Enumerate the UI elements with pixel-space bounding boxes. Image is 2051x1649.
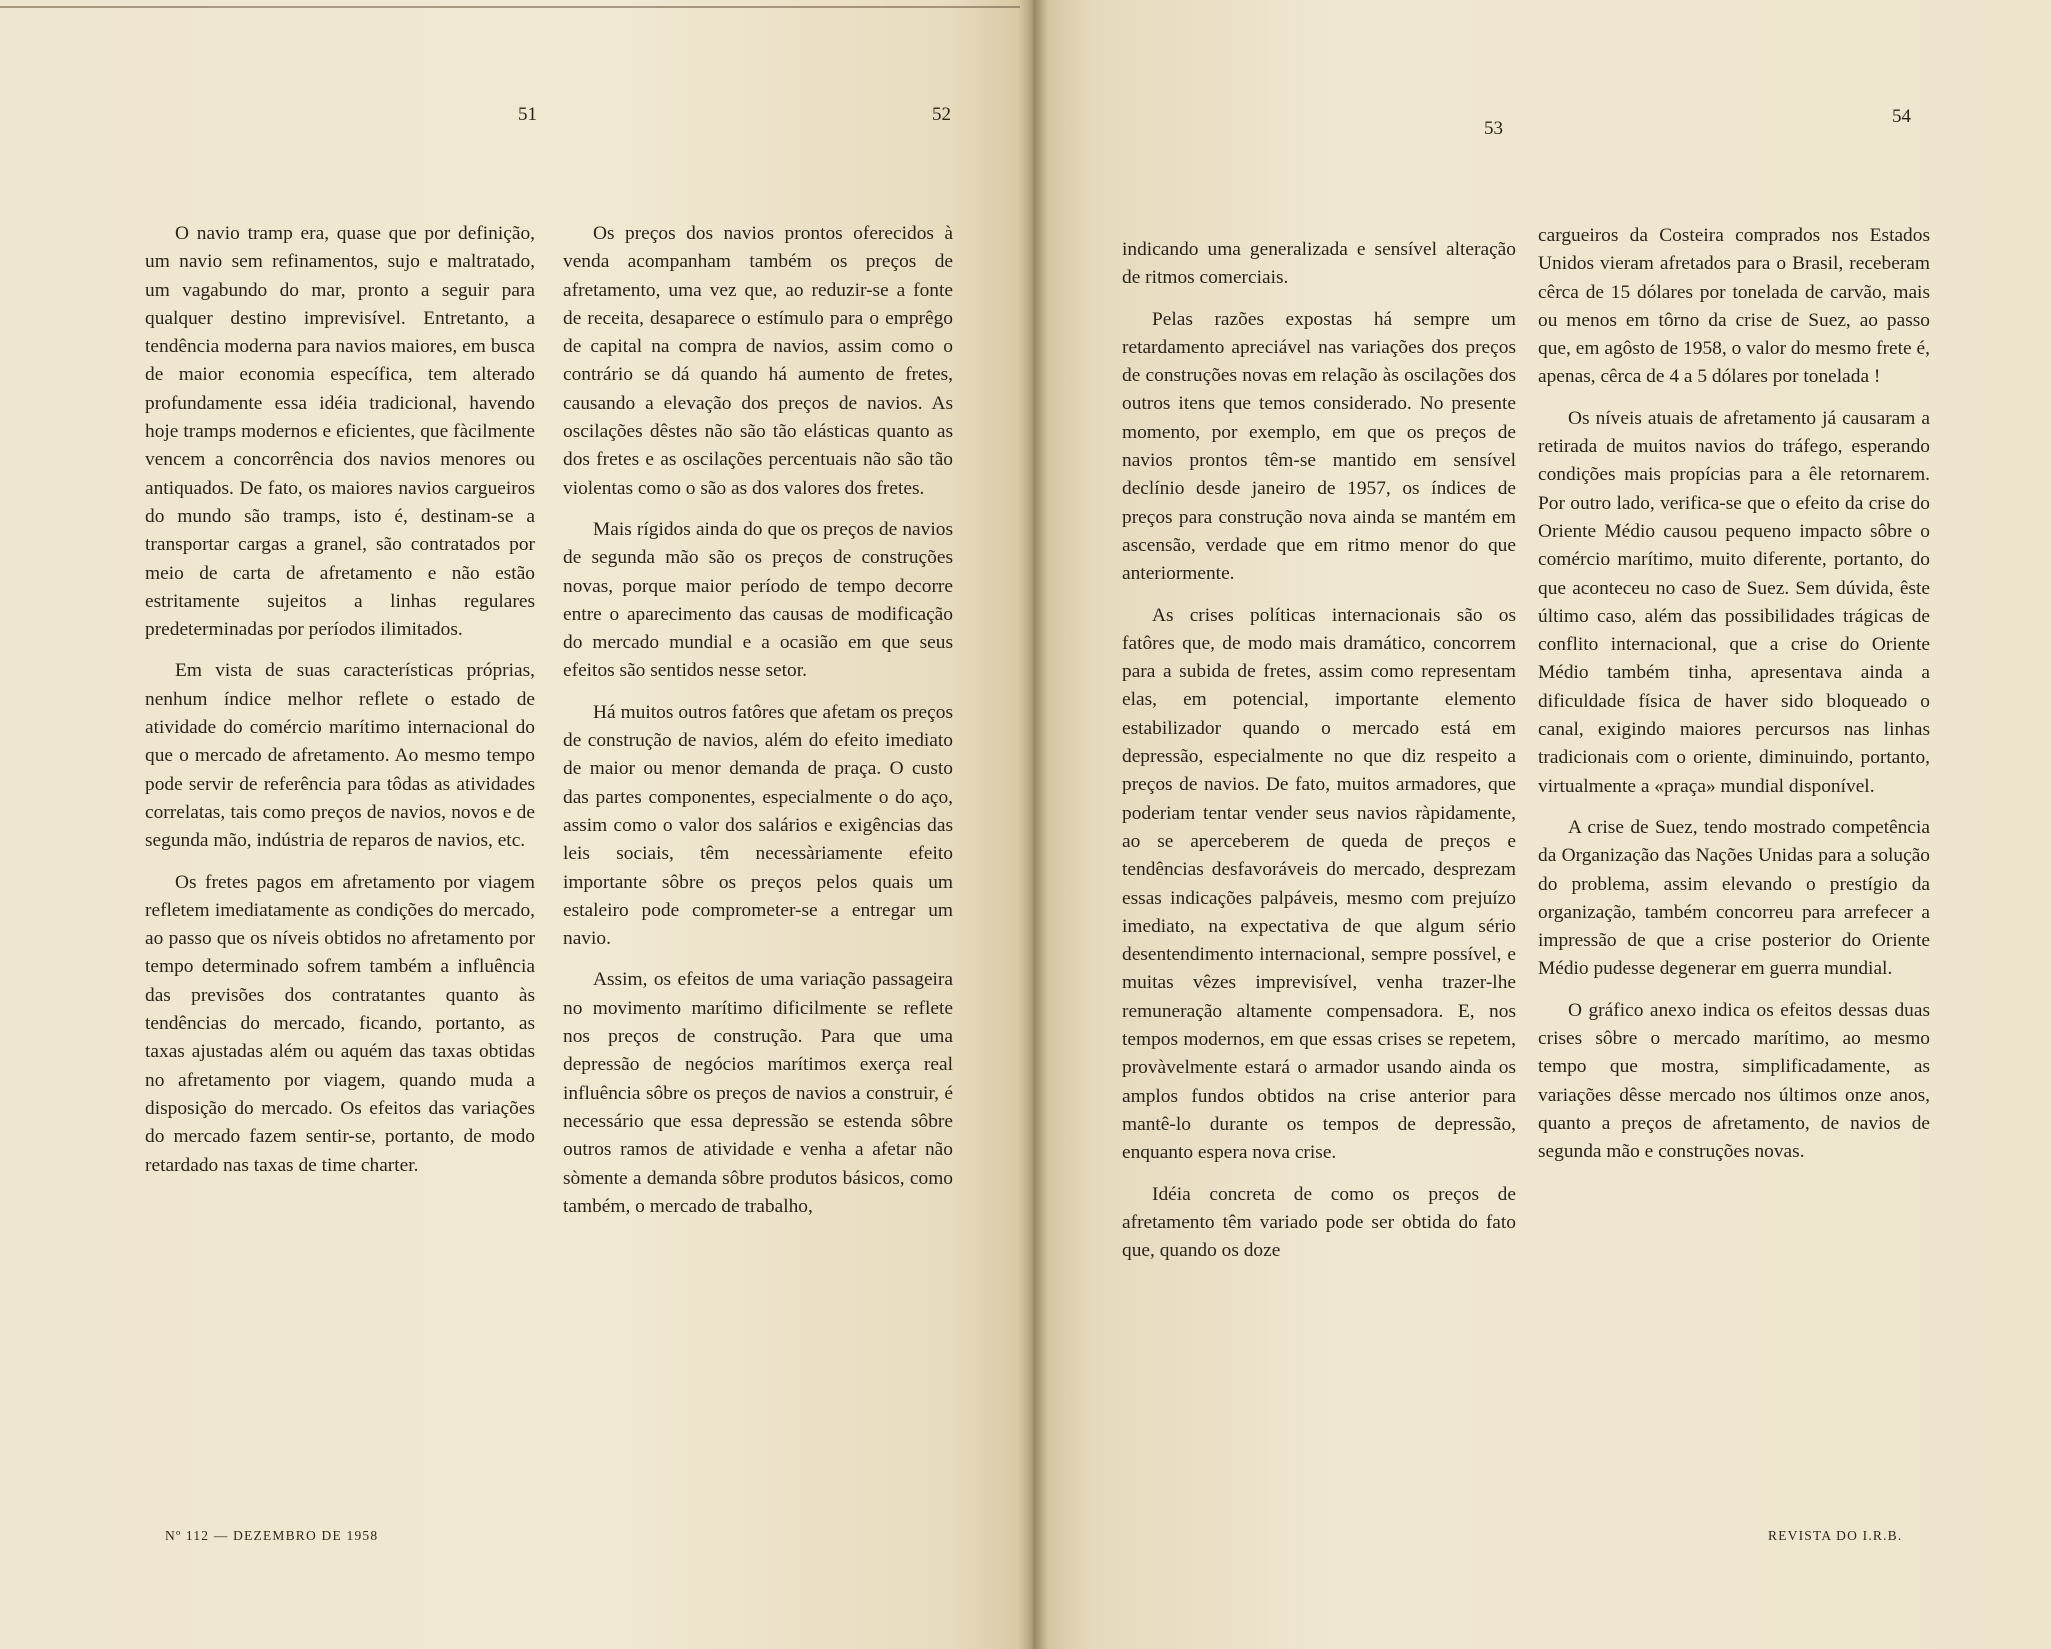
text-column-page-54	[1538, 222, 1930, 1180]
paragraph: cargueiros da Costeira comprados nos Estados Unidos vieram afretados para o Brasil, receberam cêrca de 15 dólares por tonelada de carvão, mais ou menos em tôrno da crise de Suez, ao passo que, em agôsto de 1958, o valor do mesmo frete é, apenas, cêrca de 4 a 5 dólares por tonelada !	[1538, 225, 1930, 388]
paragraph: As crises políticas internacionais são os fatôres que, de modo mais dramático, concorrem para a subida de fretes, assim como representam elas, em potencial, importante elemento estabilizador quando o mercado está em depressão, especialmente no que diz respeito a preços de navios. De fato, muitos armadores, que poderiam tentar vender seus navios ràpidamente, ao se aperceberem de queda de preços e tendências desfavoráveis do mercado, desprezam essas indicações palpáveis, mesmo com prejuízo imediato, na expectativa de que algum sério desentendimento internacional, sempre possível, e muitas vêzes imprevisível, venha trazer-lhe remuneração altamente compensadora. E, nos tempos modernos, em que essas crises se repetem, provàvelmente estará o armador usando ainda os amplos fundos obtidos na crise anterior para mantê-lo durante os tempos de depressão, enquanto espera nova crise.	[1122, 604, 1516, 1164]
footer-journal: REVISTA DO I.R.B.	[1768, 1528, 1903, 1543]
paragraph: O gráfico anexo indica os efeitos dessas duas crises sôbre o mercado marítimo, ao mesmo tempo que mostra, simplificadamente, as variações dêsse mercado nos últimos onze anos, quanto a preços de afretamento, de navios de segunda mão e construções novas.	[1538, 999, 1930, 1163]
text-column-page-51	[145, 220, 535, 1193]
paragraph: Os preços dos navios prontos oferecidos à venda acompanham também os preços de afretamento, uma vez que, ao reduzir-se a fonte de receita, desaparece o estímulo para o emprêgo de capital na compra de navios, assim como o contrário se dá quando há aumento de fretes, causando a elevação dos preços de navios. As oscilações dêstes não são tão elásticas quanto as dos fretes e as oscilações percentuais não são tão violentas como o são as dos valores dos fretes.	[563, 223, 953, 499]
paragraph: indicando uma generalizada e sensível alteração de ritmos comerciais.	[1122, 239, 1516, 289]
text-column-page-52	[563, 220, 953, 1234]
paragraph: Pelas razões expostas há sempre um retardamento apreciável nas variações dos preços de construções novas em relação às oscilações dos outros itens que temos considerado. No presente momento, por exemplo, em que os preços de navios prontos têm-se mantido em sensível declínio desde janeiro de 1957, os índices de preços para construção nova ainda se mantém em ascensão, verdade que em ritmo menor do que anteriormente.	[1122, 308, 1516, 585]
footer-issue-date: — DEZEMBRO DE 1958	[209, 1528, 379, 1543]
page-number-53: 53	[1484, 118, 1503, 139]
paragraph: A crise de Suez, tendo mostrado competência da Organização das Nações Unidas para a solução do problema, assim elevando o prestígio da organização, também concorreu para arrefecer a impressão de que a crise posterior do Oriente Médio pudesse degenerar em guerra mundial.	[1538, 816, 1930, 980]
book-gutter	[1018, 0, 1048, 1649]
text-column-page-53	[1122, 236, 1516, 1278]
paragraph: Há muitos outros fatôres que afetam os preços de construção de navios, além do efeito imediato de maior ou menor demanda de praça. O custo das partes componentes, especialmente o do aço, assim como o valor dos salários e exigências das leis sociais, têm necessàriamente efeito importante sôbre os preços pelos quais um estaleiro pode comprometer-se a entregar um navio.	[563, 701, 953, 950]
page-number-51: 51	[518, 104, 537, 125]
paragraph: Mais rígidos ainda do que os preços de navios de segunda mão são os preços de construções novas, porque maior período de tempo decorre entre o aparecimento das causas de modificação do mercado mundial e a ocasião em que seus efeitos são sentidos nesse setor.	[563, 518, 953, 682]
page-number-54: 54	[1892, 106, 1911, 127]
page-number-52: 52	[932, 104, 951, 125]
paragraph: O navio tramp era, quase que por definição, um navio sem refinamentos, sujo e maltratado, um vagabundo do mar, pronto a seguir para qualquer destino imprevisível. Entretanto, a tendência moderna para navios maiores, em busca de maior economia específica, tem alterado profundamente essa idéia tradicional, havendo hoje tramps modernos e eficientes, que fàcilmente vencem a concorrência dos navios menores ou antiquados. De fato, os maiores navios cargueiros do mundo são tramps, isto é, destinam-se a transportar cargas a granel, são contratados por meio de carta de afretamento e não estão estritamente sujeitos a linhas regulares predeterminadas por períodos ilimitados.	[145, 223, 535, 641]
paragraph: Idéia concreta de como os preços de afretamento têm variado pode ser obtida do fato que, quando os doze	[1122, 1183, 1516, 1262]
footer-issue-number: Nº 112	[165, 1528, 210, 1543]
paragraph: Os fretes pagos em afretamento por viagem refletem imediatamente as condições do mercado, ao passo que os níveis obtidos no afretamento por tempo determinado sofrem também a influência das previsões dos contratantes quanto às tendências do mercado, ficando, portanto, as taxas ajustadas além ou aquém das taxas obtidas no afretamento por viagem, quando muda a disposição do mercado. Os efeitos das variações do mercado fazem sentir-se, portanto, de modo retardado nas taxas de time charter.	[145, 871, 535, 1176]
paragraph: Assim, os efeitos de uma variação passageira no movimento marítimo dificilmente se reflete nos preços de construção. Para que uma depressão de negócios marítimos exerça real influência sôbre os preços de navios a construir, é necessário que essa depressão se estenda sôbre outros ramos de atividade e venha a afetar não sòmente a demanda sôbre produtos básicos, como também, o mercado de trabalho,	[563, 969, 953, 1217]
top-edge-line	[0, 6, 1020, 8]
footer-issue	[165, 1528, 378, 1544]
paragraph: Em vista de suas características próprias, nenhum índice melhor reflete o estado de atividade do comércio marítimo internacional do que o mercado de afretamento. Ao mesmo tempo pode servir de referência para tôdas as atividades correlatas, tais como preços de navios, novos e de segunda mão, indústria de reparos de navios, etc.	[145, 660, 535, 852]
paragraph: Os níveis atuais de afretamento já causaram a retirada de muitos navios do tráfego, esperando condições mais propícias para a êle retornarem. Por outro lado, verifica-se que o efeito da crise do Oriente Médio causou pequeno impacto sôbre o comércio marítimo, muito diferente, portanto, do que aconteceu no caso de Suez. Sem dúvida, êste último caso, além das possibilidades trágicas de conflito internacional, que a crise do Oriente Médio também tinha, apresentava ainda a dificuldade física de haver sido bloqueado o canal, exigindo maiores percursos nas linhas tradicionais com o oriente, diminuindo, portanto, virtualmente a «praça» mundial disponível.	[1538, 407, 1930, 797]
